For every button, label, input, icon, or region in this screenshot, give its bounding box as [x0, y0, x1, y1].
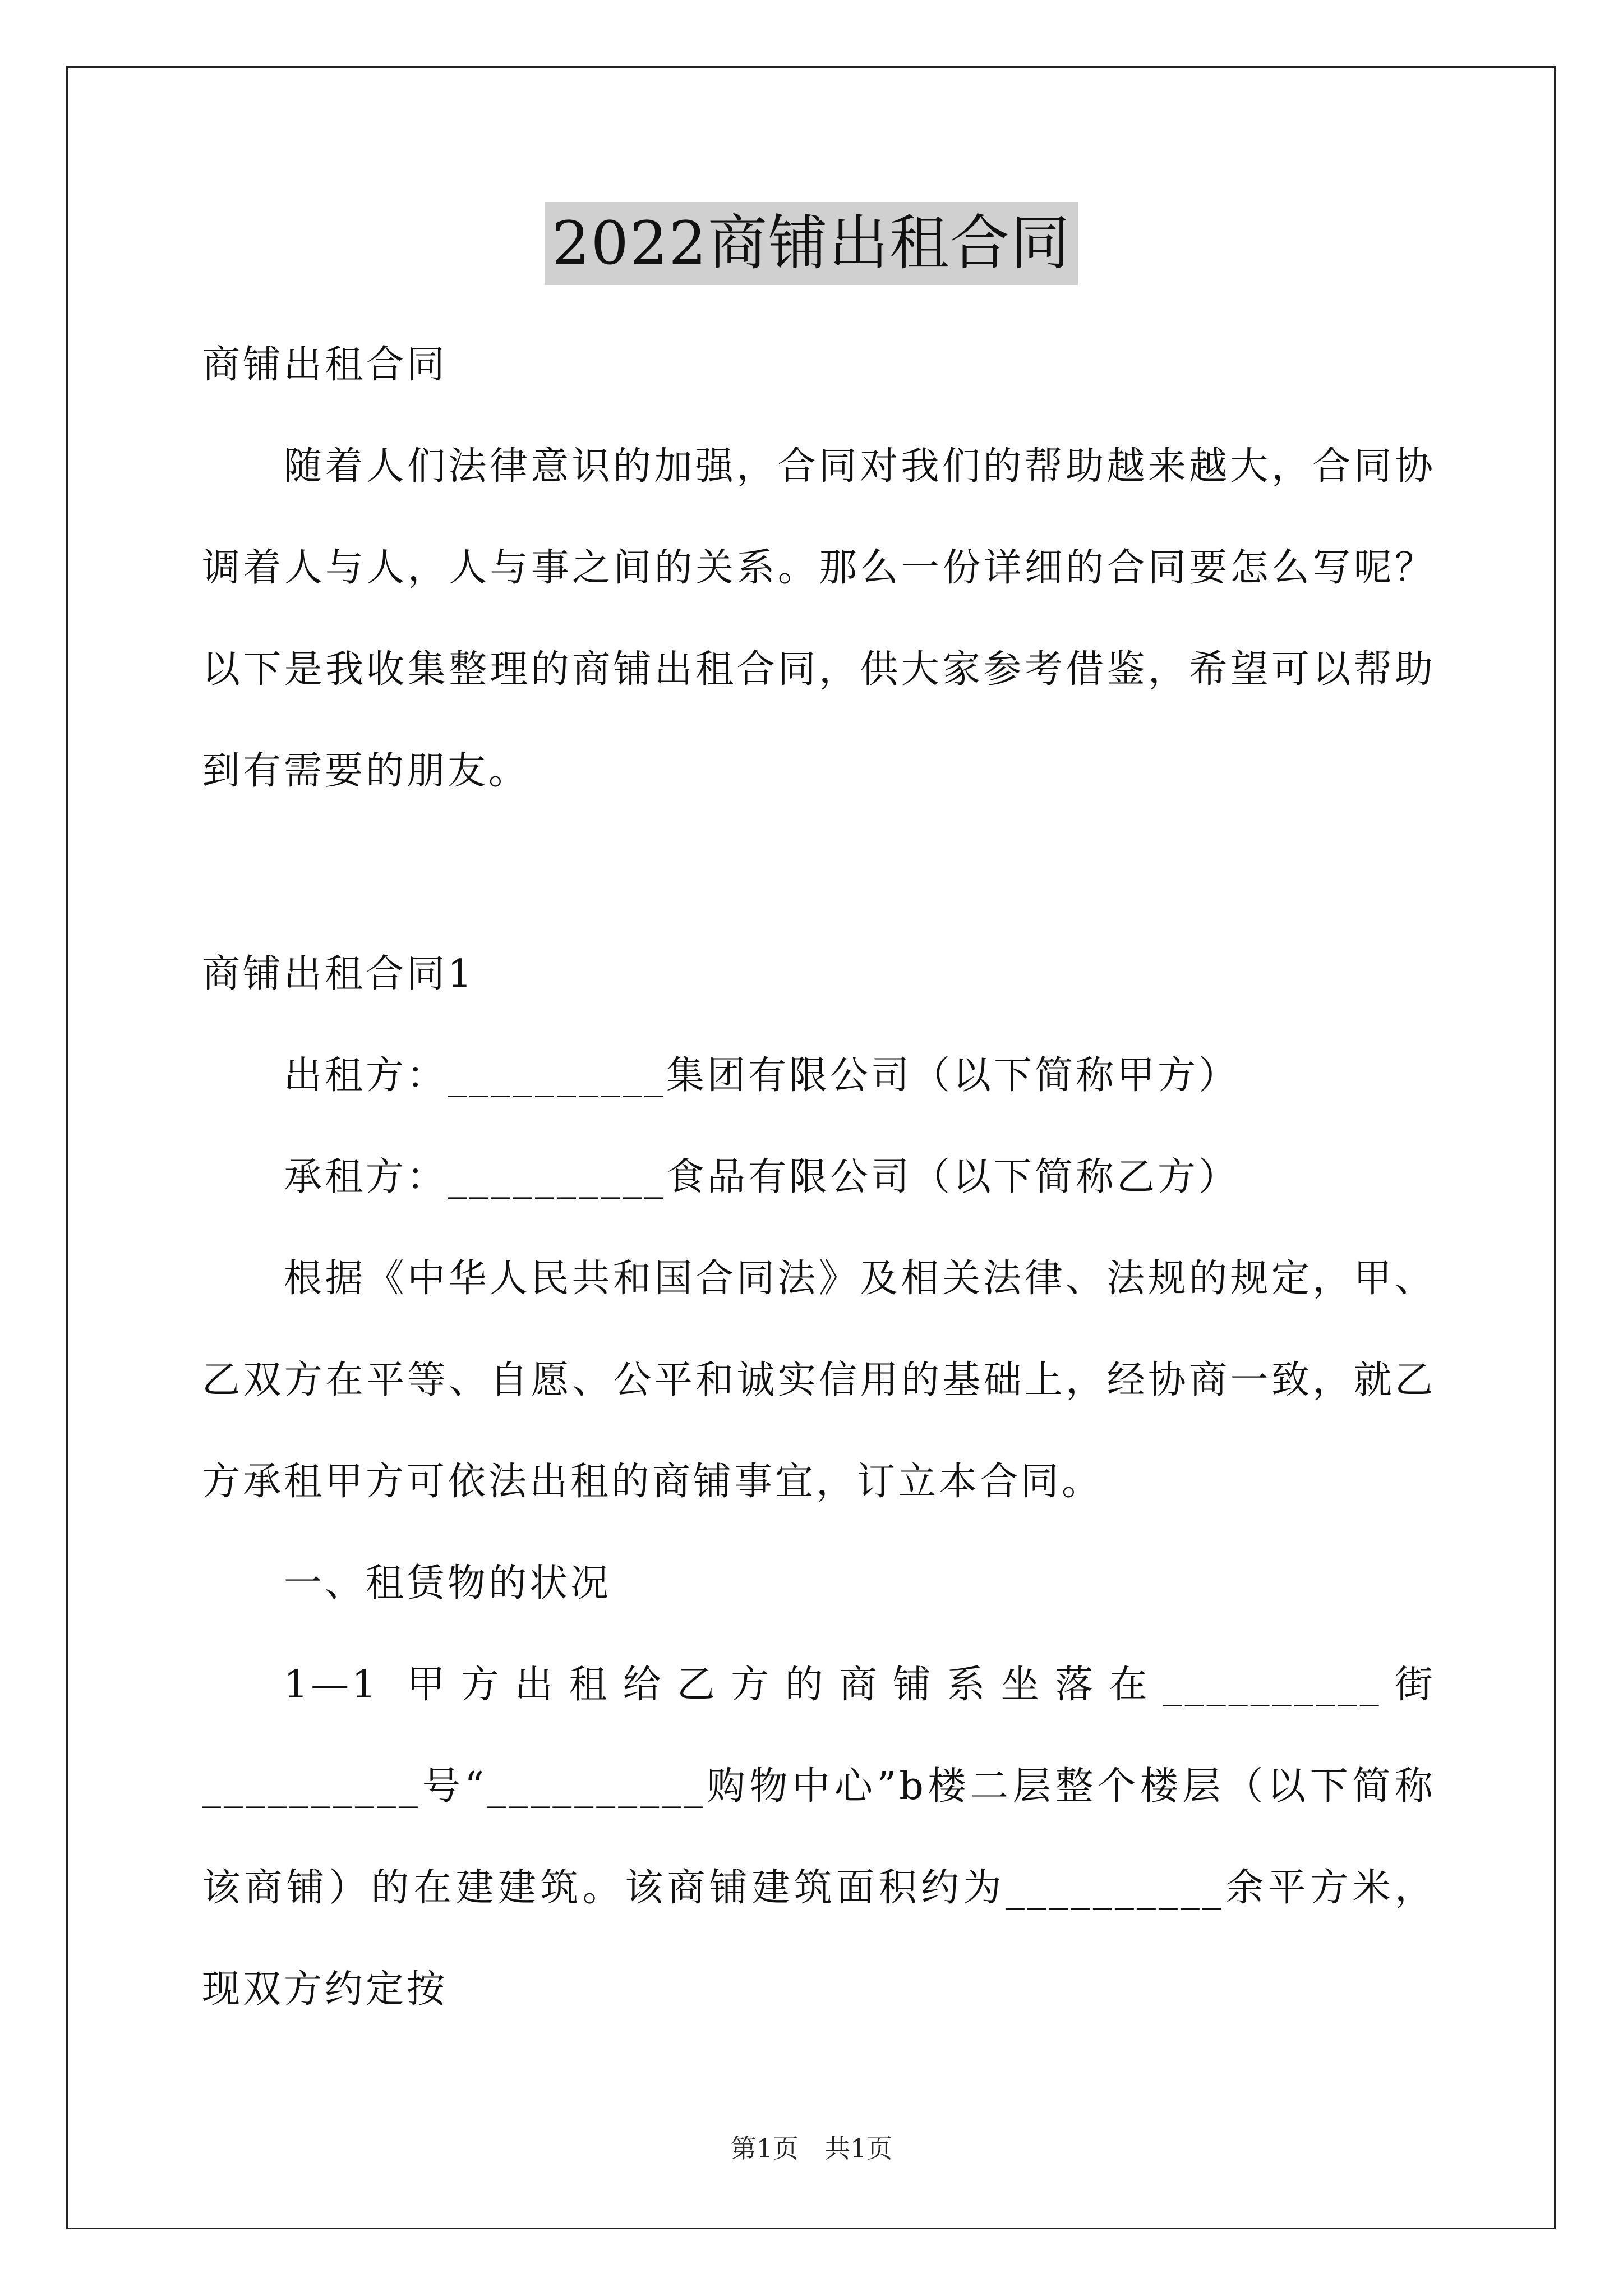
title-block — [0, 202, 1623, 285]
basis-paragraph: 根据《中华人民共和国合同法》及相关法律、法规的规定，甲、乙双方在平等、自愿、公平和诚实信用的基础上，经协商一致，就乙方承租甲方可依法出租的商铺事宜，订立本合同。 — [202, 1257, 1436, 1504]
lessor-line: 出租方：__________集团有限公司（以下简称甲方） — [284, 1053, 1240, 1098]
contract-heading: 商铺出租合同1 — [202, 952, 475, 996]
document-title: 2022商铺出租合同 — [545, 202, 1078, 285]
page-footer — [0, 2132, 1623, 2165]
clause-heading: 一、租赁物的状况 — [284, 1561, 612, 1605]
document-body — [202, 314, 1436, 2040]
paragraph-gap — [202, 822, 1436, 923]
intro-paragraph: 随着人们法律意识的加强，合同对我们的帮助越来越大，合同协调着人与人，人与事之间的关系。那么一份详细的合同要怎么写呢？以下是我收集整理的商铺出租合同，供大家参考借鉴，希望可以帮助到有需要的朋友。 — [202, 444, 1436, 793]
clause-paragraph: 1—1 甲方出租给乙方的商铺系坐落在__________街__________号“__________购物中心”b楼二层整个楼层（以下简称该商铺）的在建建筑。该商铺建筑面积约为__________余平方米，现双方约定按 — [202, 1663, 1436, 2012]
page-number: 第1页 共1页 — [730, 2133, 893, 2164]
section-heading: 商铺出租合同 — [202, 343, 448, 387]
lessee-line: 承租方：__________食品有限公司（以下简称乙方） — [284, 1155, 1240, 1199]
